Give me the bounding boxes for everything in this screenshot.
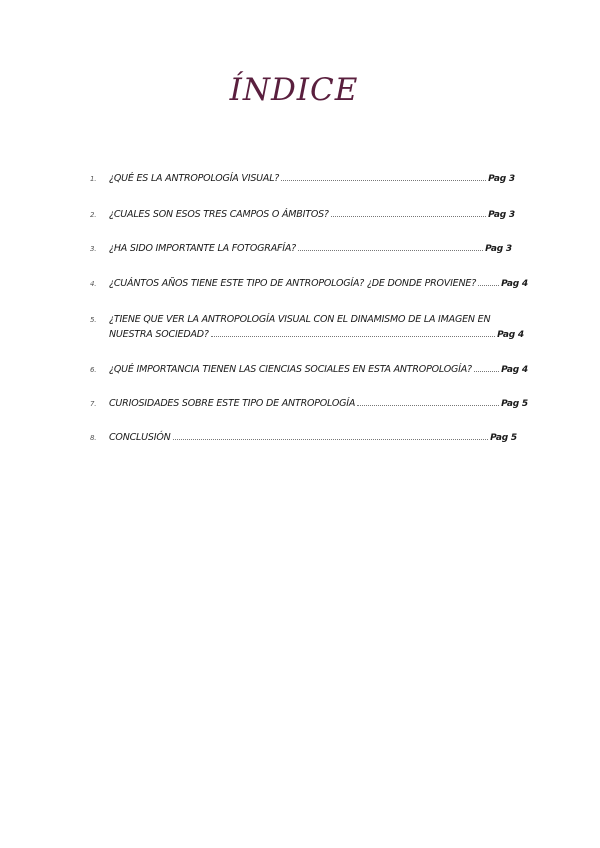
dot-leader [211,336,495,337]
toc-entry-line [109,242,512,256]
toc-entry-line [109,397,528,411]
toc-entry-title: CONCLUSIÓN [109,432,171,443]
toc-entry-line [109,172,515,186]
page-title: ÍNDICE [229,72,359,108]
toc-entry-number: 3. [90,245,97,253]
toc-entry-title: ¿QUÉ IMPORTANCIA TIENEN LAS CIENCIAS SOCIALES EN ESTA ANTROPOLOGÍA? [109,364,472,375]
toc-entry-5[interactable] [90,313,530,343]
toc-entry-page: Pag 5 [501,399,528,409]
toc-entry-title-continued: NUESTRA SOCIEDAD? [109,329,209,340]
dot-leader [357,405,499,406]
toc-entry-number: 7. [90,400,97,408]
toc-entry-title: ¿QUÉ ES LA ANTROPOLOGÍA VISUAL? [109,173,280,184]
toc-entry-line [109,313,519,326]
toc-entry-page: Pag 3 [485,244,512,254]
toc-entry-title: CURIOSIDADES SOBRE ESTE TIPO DE ANTROPOLOGÍA [109,398,356,409]
toc-entry-page: Pag 3 [488,174,515,184]
toc-entry-number: 8. [90,434,97,442]
dot-leader [298,250,483,251]
toc-entry-number: 5. [90,316,97,324]
toc-entry-page: Pag 4 [497,330,524,340]
toc-entry-page: Pag 3 [488,210,515,220]
toc-entry-page: Pag 4 [501,365,528,375]
toc-entry-title: ¿CUÁNTOS AÑOS TIENE ESTE TIPO DE ANTROPOLOGÍA? ¿DE DONDE PROVIENE? [109,278,477,289]
toc-entry-line-continued [109,328,524,342]
dot-leader [331,216,486,217]
toc-entry-line [109,363,528,377]
dot-leader [281,180,486,181]
toc-entry-title: ¿HA SIDO IMPORTANTE LA FOTOGRAFÍA? [109,243,297,254]
toc-entry-number: 6. [90,366,97,374]
dot-leader [173,439,489,440]
toc-entry-title: ¿TIENE QUE VER LA ANTROPOLOGÍA VISUAL CON EL DINAMISMO DE LA IMAGEN EN [109,314,491,325]
toc-entry-number: 2. [90,211,97,219]
toc-entry-number: 4. [90,280,97,288]
dot-leader [478,285,499,286]
toc-entry-line [109,277,528,291]
toc-entry-number: 1. [90,175,97,183]
toc-entry-page: Pag 5 [490,433,517,443]
toc-entry-title: ¿CUALES SON ESOS TRES CAMPOS O ÁMBITOS? [109,209,329,220]
toc-entry-line [109,208,515,222]
toc-entry-line [109,431,517,445]
toc-entry-page: Pag 4 [501,279,528,289]
dot-leader [474,371,499,372]
